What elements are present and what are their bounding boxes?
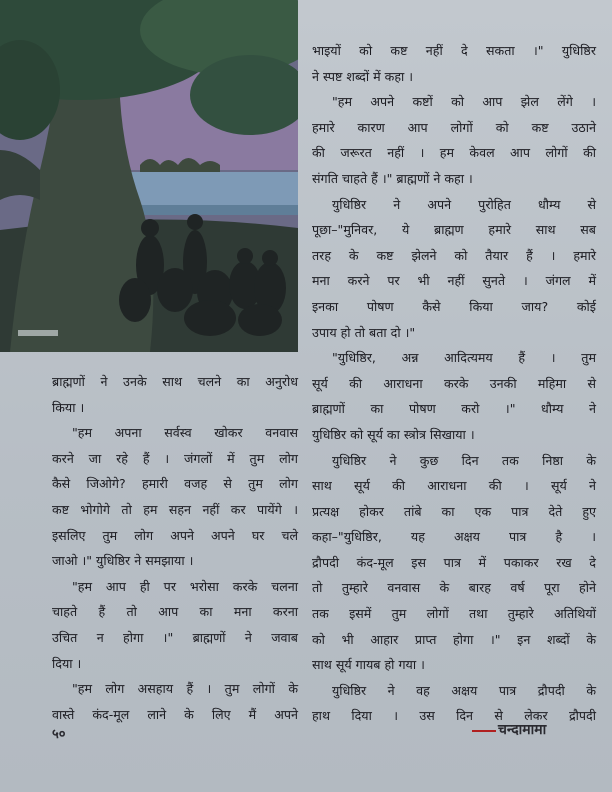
text-line: तरह के कष्ट झेलने को तैयार हैं । हमारे: [312, 247, 596, 263]
text-line: भाइयों को कष्ट नहीं दे सकता ।" युधिष्ठिर: [312, 43, 596, 58]
text-line: युधिष्ठिर ने वह अक्षय पात्र द्रौपदी के: [332, 682, 596, 698]
text-line: वास्ते कंद-मूल लाने के लिए मैं अपने: [52, 706, 298, 722]
text-line: ब्राह्मणों का पोषण करो ।" धौम्य ने: [312, 401, 596, 417]
text-line: "हम आप ही पर भरोसा करके चलना: [72, 578, 298, 594]
text-line: ने स्पष्ट शब्दों में कहा ।: [312, 68, 414, 84]
text-line: "हम अपने कष्टों को आप झेल लेंगे ।: [332, 94, 596, 110]
text-line: दिया ।: [52, 655, 82, 671]
text-line: उचित न होगा ।" ब्राह्मणों ने जवाब: [52, 629, 298, 645]
text-line: हाथ दिया । उस दिन से लेकर द्रौपदी: [312, 708, 596, 724]
text-line: तो तुम्हारे वनवास के बारह वर्ष पूरा होने: [312, 580, 596, 596]
text-line: "युधिष्ठिर, अन्न आदित्यमय हैं । तुम: [332, 350, 596, 366]
text-line: करने जा रहे हैं । जंगलों में तुम लोग: [52, 450, 298, 466]
text-line: उपाय हो तो बता दो ।": [312, 324, 416, 340]
text-line: तक इसमें तुम लोगों तथा तुम्हारे अतिथियों: [312, 606, 596, 622]
text-line: हमारे कारण आप लोगों को कष्ट उठाने: [312, 119, 596, 135]
text-line: मना करने पर भी नहीं सुनते । जंगल में: [312, 273, 596, 289]
text-line: द्रौपदी कंद-मूल इस पात्र में पकाकर रख दे: [312, 554, 596, 570]
right-text-column: [312, 38, 596, 729]
magazine-name: चन्दामामा: [498, 722, 547, 738]
text-line: पूछा–"मुनिवर, ये ब्राह्मण हमारे साथ सब: [312, 222, 596, 238]
text-line: साथ सूर्य गायब हो गया ।: [312, 657, 425, 673]
text-line: किया ।: [52, 399, 85, 415]
text-line: "हम लोग असहाय हैं । तुम लोगों के: [72, 681, 298, 697]
text-line: युधिष्ठिर ने अपने पुरोहित धौम्य से: [332, 196, 596, 212]
text-line: ब्राह्मणों ने उनके साथ चलने का अनुरोध: [52, 374, 298, 389]
text-line: प्रत्यक्ष होकर तांबे का एक पात्र देते हुए: [312, 503, 596, 519]
text-line: इसलिए तुम लोग अपने अपने घर चले: [52, 527, 298, 543]
story-illustration: [0, 0, 298, 352]
text-line: इनका पोषण कैसे किया जाय? कोई: [312, 298, 596, 314]
text-line: चाहते हैं तो आप का मना करना: [52, 604, 298, 620]
text-line: कष्ट भोगोगे तो हम सहन नहीं कर पायेंगे ।: [52, 501, 298, 517]
text-line: जाओ ।" युधिष्ठिर ने समझाया ।: [52, 553, 194, 569]
text-line: की जरूरत नहीं । हम केवल आप लोगों की: [312, 145, 596, 161]
text-line: युधिष्ठिर को सूर्य का स्त्रोत्र सिखाया ।: [312, 426, 475, 442]
text-line: कैसे जिओगे? हमारी वजह से तुम लोग: [52, 476, 298, 492]
left-text-column: [52, 369, 298, 727]
text-line: युधिष्ठिर ने कुछ दिन तक निष्ठा के: [332, 452, 596, 468]
page-number: ५०: [52, 727, 66, 742]
forest-scene-illustration: [0, 0, 298, 352]
text-line: साथ सूर्य की आराधना की । सूर्य ने: [312, 478, 596, 494]
signature: [18, 330, 58, 336]
text-line: "हम अपना सर्वस्व खोकर वनवास: [72, 425, 298, 441]
text-line: को भी आहार प्राप्त होगा ।" इन शब्दों के: [312, 631, 596, 647]
text-line: कहा–"युधिष्ठिर, यह अक्षय पात्र है ।: [312, 529, 596, 545]
text-line: संगति चाहते हैं ।" ब्राह्मणों ने कहा ।: [312, 170, 473, 186]
text-line: सूर्य की आराधना करके उनकी महिमा से: [312, 375, 596, 391]
